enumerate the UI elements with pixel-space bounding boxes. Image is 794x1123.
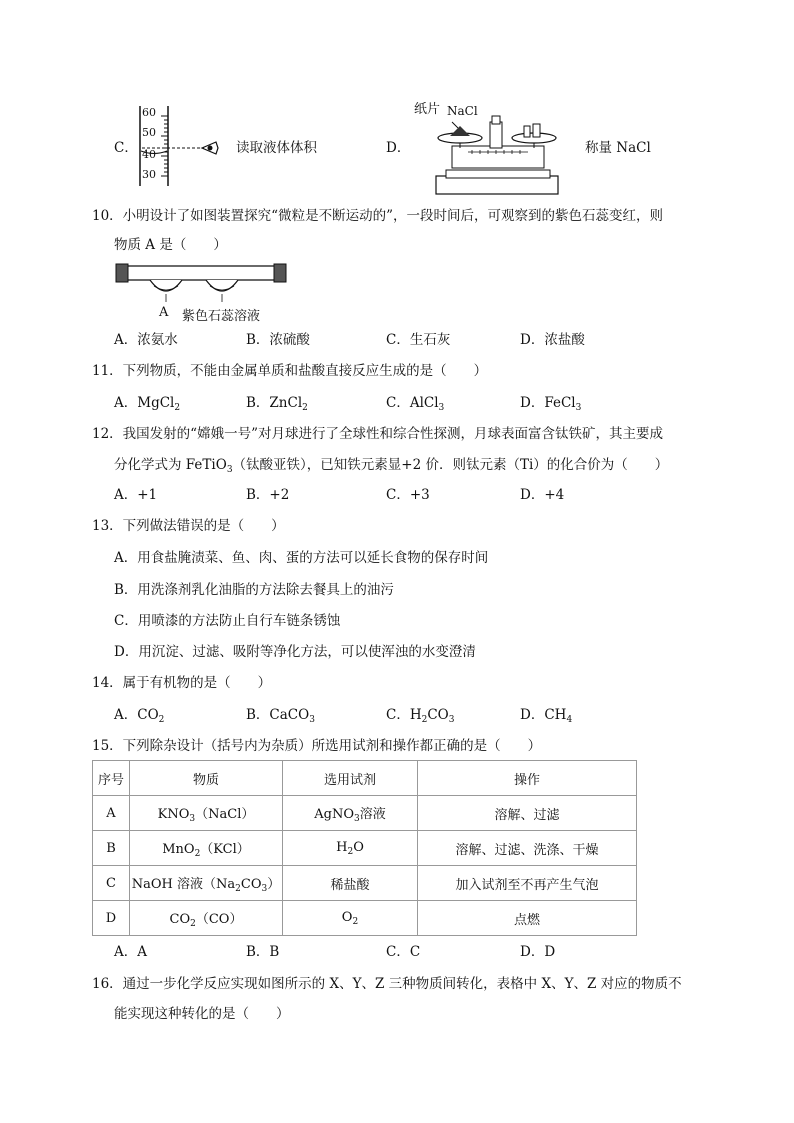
table-header-cell: 物质 <box>130 761 283 796</box>
table-cell-operation: 溶解、过滤、洗涤、干燥 <box>418 831 637 866</box>
q11-option-b: B．ZnCl$_2$ <box>246 395 308 413</box>
balance-nacl-label: NaCl <box>447 104 478 118</box>
q11-option-d: D．FeCl$_3$ <box>520 395 582 413</box>
q14-option-a: A．$CO_2$ <box>114 707 165 725</box>
q12-option-d: D．+4 <box>520 487 565 503</box>
q15-option-b: B．B <box>246 944 280 960</box>
table-cell-reagent: 稀盐酸 <box>283 866 418 901</box>
q16-stem-line1: 16．通过一步化学反应实现如图所示的 X、Y、Z 三种物质间转化，表格中 X、Y、Z 对应的物质不 <box>92 976 682 992</box>
q14-option-c: C．$H_2CO_3$ <box>386 707 455 725</box>
q13-stem: 13．下列做法错误的是（ ） <box>92 518 285 534</box>
q9-option-d-text: 称量 NaCl <box>585 140 651 156</box>
table-cell-substance: MnO$_2$（KCl） <box>130 831 283 866</box>
table-cell-reagent: AgNO$_3$溶液 <box>283 796 418 831</box>
q10-option-a: A．浓氨水 <box>114 332 178 348</box>
q15-stem: 15．下列除杂设计（括号内为杂质）所选用试剂和操作都正确的是（ ） <box>92 738 542 754</box>
table-header-cell: 序号 <box>93 761 130 796</box>
q10-stem-line1: 10．小明设计了如图装置探究“微粒是不断运动的”，一段时间后，可观察到的紫色石蕊变红，则 <box>92 208 663 224</box>
q10-option-b: B．浓硫酸 <box>246 332 310 348</box>
table-row <box>93 901 637 936</box>
cylinder-tick-50: 50 <box>142 126 156 139</box>
q15-option-a: A．A <box>114 944 147 960</box>
cylinder-tick-60: 60 <box>142 106 156 119</box>
q9-option-d-label: D． <box>386 140 411 156</box>
impurity-removal-table <box>92 760 637 936</box>
balance-scale-figure <box>432 112 562 198</box>
q14-stem: 14．属于有机物的是（ ） <box>92 675 272 691</box>
glass-tube-figure <box>114 262 288 306</box>
table-cell-operation: 加入试剂至不再产生气泡 <box>418 866 637 901</box>
q12-option-b: B．+2 <box>246 487 290 503</box>
table-cell-id: B <box>93 831 130 866</box>
table-row <box>93 796 637 831</box>
table-header-cell: 操作 <box>418 761 637 796</box>
q13-option-c: C．用喷漆的方法防止自行车链条锈蚀 <box>114 613 341 629</box>
q9-option-c-label: C． <box>114 140 138 156</box>
q14-option-b: B．CaCO$_3$ <box>246 707 315 725</box>
q10-stem-line2: 物质 A 是（ ） <box>114 237 227 253</box>
tube-label-litmus: 紫色石蕊溶液 <box>182 309 261 324</box>
q13-option-d: D．用沉淀、过滤、吸附等净化方法，可以使浑浊的水变澄清 <box>114 644 476 660</box>
table-cell-reagent: $H_2O$ <box>283 831 418 866</box>
q12-option-c: C．+3 <box>386 487 430 503</box>
q13-option-a: A．用食盐腌渍菜、鱼、肉、蛋的方法可以延长食物的保存时间 <box>114 550 489 566</box>
q11-stem: 11．下列物质，不能由金属单质和盐酸直接反应生成的是（ ） <box>92 363 488 379</box>
table-header-cell: 选用试剂 <box>283 761 418 796</box>
q12-stem-line2: 分化学式为 FeTiO$_3$（钛酸亚铁），已知铁元素显+2 价．则钛元素（Ti）的化合价为（ ） <box>114 457 669 475</box>
tube-label-a: A <box>159 305 169 320</box>
q12-option-a: A．+1 <box>114 487 158 503</box>
table-cell-reagent: $O_2$ <box>283 901 418 936</box>
table-cell-id: C <box>93 866 130 901</box>
table-header-row <box>93 761 637 796</box>
table-row <box>93 831 637 866</box>
table-cell-id: A <box>93 796 130 831</box>
table-cell-operation: 点燃 <box>418 901 637 936</box>
table-cell-substance: $KNO_3(NaCl)$ <box>130 796 283 831</box>
cylinder-tick-30: 30 <box>142 168 156 181</box>
q10-option-d: D．浓盐酸 <box>520 332 585 348</box>
q12-stem-line1: 12．我国发射的“嫦娥一号”对月球进行了全球性和综合性探测，月球表面富含钛铁矿，其主要成 <box>92 426 663 442</box>
balance-paper-label: 纸片 <box>414 102 441 117</box>
q13-option-b: B．用洗涤剂乳化油脂的方法除去餐具上的油污 <box>114 582 394 598</box>
q11-option-a: A．MgCl$_2$ <box>114 395 181 413</box>
q15-option-c: C．C <box>386 944 421 960</box>
q15-option-d: D．D <box>520 944 556 960</box>
q16-stem-line2: 能实现这种转化的是（ ） <box>114 1006 290 1022</box>
q10-option-c: C．生石灰 <box>386 332 451 348</box>
table-row <box>93 866 637 901</box>
q14-option-d: D．$CH_4$ <box>520 707 573 725</box>
table-cell-id: D <box>93 901 130 936</box>
q9-option-c-text: 读取液体体积 <box>236 140 317 156</box>
table-cell-operation: 溶解、过滤 <box>418 796 637 831</box>
table-cell-substance: $CO_2(CO)$ <box>130 901 283 936</box>
q11-option-c: C．AlCl$_3$ <box>386 395 445 413</box>
table-cell-substance: NaOH 溶液$(Na_2CO_3)$ <box>130 866 283 901</box>
cylinder-tick-40: 40 <box>142 148 156 161</box>
